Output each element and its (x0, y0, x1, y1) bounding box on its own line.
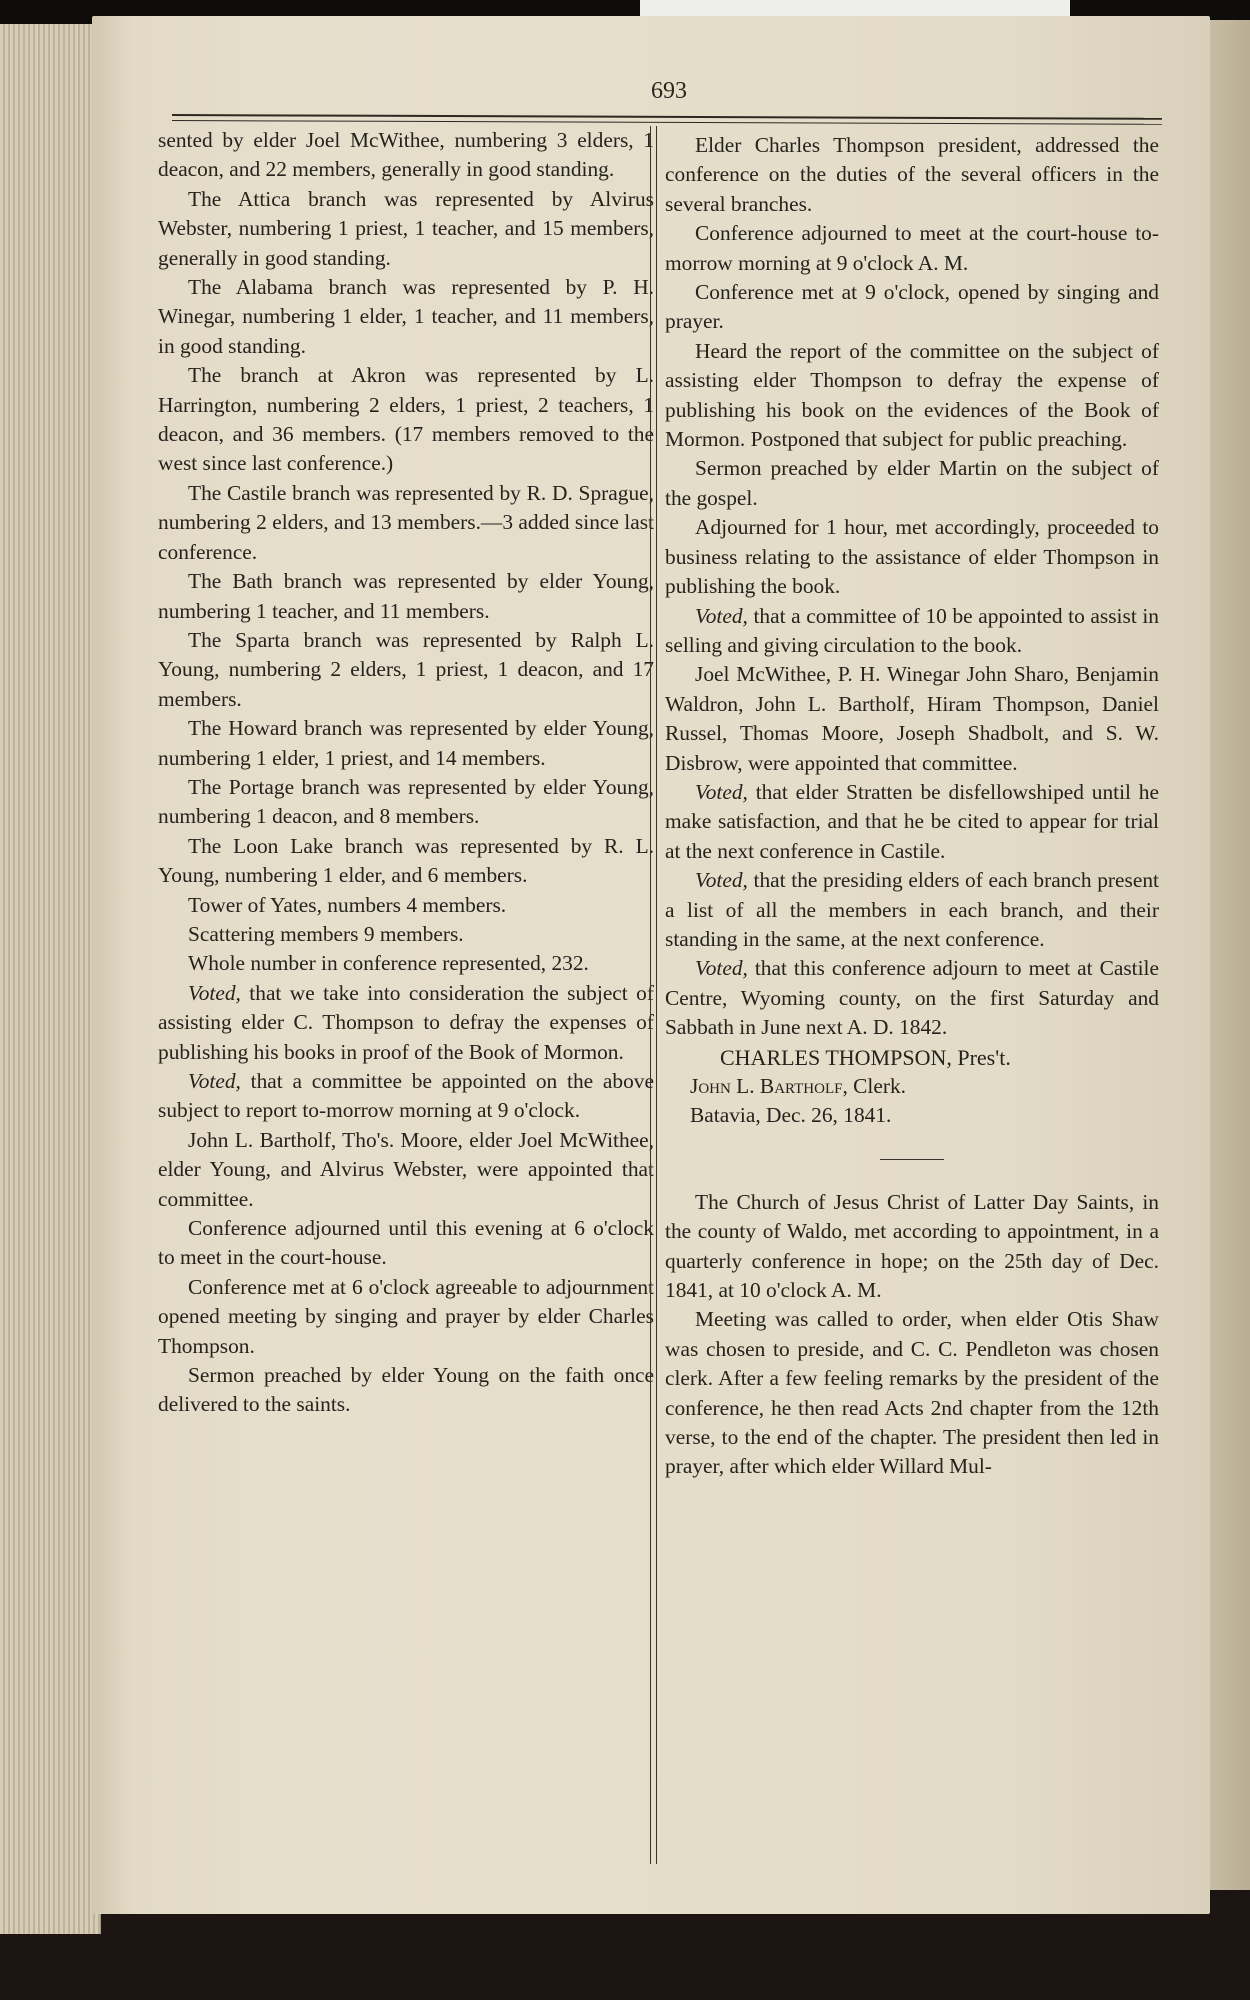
paragraph (158, 1273, 654, 1361)
voted-label: Voted, (695, 603, 748, 628)
paragraph-text: John L. Bartholf, Tho's. Moore, elder Joel McWithee, elder Young, and Alvirus Webster, were appointed that committee. (158, 1127, 654, 1211)
paragraph-text: Tower of Yates, numbers 4 members. (188, 892, 507, 917)
paragraph-text: that this conference adjourn to meet at Castile Centre, Wyoming county, on the first Saturday and Sabbath in June next A. D. 1842. (665, 956, 1159, 1040)
paragraph (158, 949, 654, 978)
paragraph (158, 714, 654, 773)
paragraph (665, 660, 1159, 778)
paragraph-text: Scattering members 9 members. (188, 921, 464, 946)
voted-label: Voted, (695, 868, 748, 893)
paragraph (158, 832, 654, 891)
paragraph (665, 337, 1159, 455)
paragraph-text: Joel McWithee, P. H. Winegar John Sharo, Benjamin Waldron, John L. Bartholf, Hiram Thompson, Daniel Russel, Thomas Moore, Joseph Shadbolt, and S. W. Disbrow, were appointed that committee. (665, 662, 1159, 775)
paragraph (158, 891, 654, 920)
paragraph-text: The Sparta branch was represented by Ralph L. Young, numbering 2 elders, 1 priest, 1 deacon, and 17 members. (158, 627, 654, 711)
paragraph (158, 1361, 654, 1420)
voted-label: Voted, (695, 779, 748, 804)
paragraph-text: Whole number in conference represented, 232. (188, 951, 589, 976)
paragraph (158, 979, 654, 1067)
paragraph-text: The Church of Jesus Christ of Latter Day Saints, in the county of Waldo, met according to appointment, in a quarterly conference in hope; on the 25th day of Dec. 1841, at 10 o'clock A. M. (665, 1189, 1159, 1303)
paragraph-text: that the presiding elders of each branch present a list of all the members in each branch, and their standing in the same, at the next conference. (665, 868, 1159, 951)
paragraph (158, 1067, 654, 1126)
paragraph (158, 567, 654, 626)
paragraph-text: Elder Charles Thompson president, addressed the conference on the duties of the several officers in the several branches. (665, 133, 1159, 216)
right-column-waldo-report (665, 1188, 1159, 1482)
paragraph-text: Heard the report of the committee on the subject of assisting elder Thompson to defray the expense of publishing his book on the evidences of the Book of Mormon. Postponed that subject for public preaching. (665, 338, 1159, 452)
paragraph (158, 920, 654, 949)
voted-label: Voted, (188, 1069, 241, 1093)
paragraph-text: The Castile branch was represented by R. D. Sprague, numbering 2 elders, and 13 members.—3 added since last conference. (158, 480, 654, 564)
paragraph (665, 778, 1159, 866)
page-stack-edges (0, 24, 101, 1934)
signature-place-date: Batavia, Dec. 26, 1841. (690, 1103, 892, 1128)
paragraph (665, 866, 1159, 954)
paragraph (665, 1188, 1159, 1306)
paragraph-text: Conference met at 6 o'clock agreeable to adjournment opened meeting by singing and prayer by elder Charles Thompson. (158, 1274, 654, 1358)
paragraph (665, 131, 1159, 219)
paragraph-text: that we take into consideration the subject of assisting elder C. Thompson to defray the expenses of publishing his books in proof of the Book of Mormon. (158, 980, 654, 1064)
paragraph (665, 219, 1159, 278)
paragraph (158, 773, 654, 832)
paragraph (665, 454, 1159, 513)
paragraph (158, 1126, 654, 1214)
paragraph (158, 126, 654, 185)
paragraph (665, 602, 1159, 661)
paragraph-text: The Bath branch was represented by elder Young, numbering 1 teacher, and 11 members. (158, 569, 654, 623)
right-column-minutes (665, 131, 1159, 1043)
paragraph (158, 626, 654, 714)
signature-president: CHARLES THOMPSON, Pres't. (720, 1044, 1011, 1070)
paragraph-text: sented by elder Joel McWithee, numbering 3 elders, 1 deacon, and 22 members, generally in good standing. (158, 128, 654, 182)
paragraph-text: The Attica branch was represented by Alvirus Webster, numbering 1 priest, 1 teacher, and 15 members, generally in good standing. (158, 186, 654, 270)
page-number: 693 (651, 78, 687, 104)
paragraph-text: The Loon Lake branch was represented by R. L. Young, numbering 1 elder, and 6 members. (158, 833, 654, 888)
paragraph-text: Sermon preached by elder Young on the faith once delivered to the saints. (158, 1363, 654, 1417)
paragraph-text: that elder Stratten be disfellowshiped until he make satisfaction, and that he be cited to appear for trial at the next conference in Castile. (665, 779, 1159, 863)
paragraph (158, 361, 654, 479)
paragraph (158, 273, 654, 361)
paragraph (665, 513, 1159, 601)
paragraph-text: that a committee be appointed on the above subject to report to-morrow morning at 9 o'clock. (158, 1069, 654, 1123)
paragraph-text: Sermon preached by elder Martin on the subject of the gospel. (665, 456, 1159, 510)
voted-label: Voted, (695, 956, 748, 981)
paragraph (665, 278, 1159, 337)
right-column (665, 131, 1159, 1482)
left-column (158, 126, 654, 1420)
section-separator (880, 1159, 944, 1160)
paragraph-text: The branch at Akron was represented by L. Harrington, numbering 2 elders, 1 priest, 2 teachers, 1 deacon, and 36 members. (17 members removed to the west since last conference.) (158, 363, 654, 476)
paragraph (158, 185, 654, 273)
voted-label: Voted, (188, 980, 241, 1005)
paragraph-text: The Portage branch was represented by elder Young, numbering 1 deacon, and 8 members. (158, 774, 654, 829)
paragraph (158, 1214, 654, 1273)
paragraph (158, 479, 654, 567)
signature-clerk: John L. Bartholf, Clerk. (690, 1074, 907, 1098)
paragraph (665, 1305, 1159, 1481)
paragraph (665, 954, 1159, 1042)
clerk-name: John L. Bartholf (690, 1074, 843, 1098)
paragraph-text: The Howard branch was represented by elder Young, numbering 1 elder, 1 priest, and 14 members. (158, 716, 654, 770)
paragraph-text: Adjourned for 1 hour, met accordingly, proceeded to business relating to the assistance of elder Thompson in publishing the book. (665, 515, 1159, 599)
paragraph-text: Conference adjourned until this evening at 6 o'clock to meet in the court-house. (158, 1216, 654, 1270)
column-divider (650, 126, 657, 1864)
paragraph-text: Conference adjourned to meet at the court-house to-morrow morning at 9 o'clock A. M. (665, 221, 1159, 275)
paragraph-text: The Alabama branch was represented by P. H. Winegar, numbering 1 elder, 1 teacher, and 11 members, in good standing. (158, 275, 654, 358)
paragraph-text: Conference met at 9 o'clock, opened by singing and prayer. (665, 280, 1159, 334)
scan-background-bottom (0, 1900, 1250, 2000)
paragraph-text: Meeting was called to order, when elder Otis Shaw was chosen to preside, and C. C. Pendleton was chosen clerk. After a few feeling remarks by the president of the conference, he then read Acts 2nd chapter from the 12th verse, to the end of the chapter. The president then led in prayer, after which elder Willard Mul- (665, 1307, 1159, 1479)
paragraph-text: that a committee of 10 be appointed to assist in selling and giving circulation to the book. (665, 603, 1159, 657)
